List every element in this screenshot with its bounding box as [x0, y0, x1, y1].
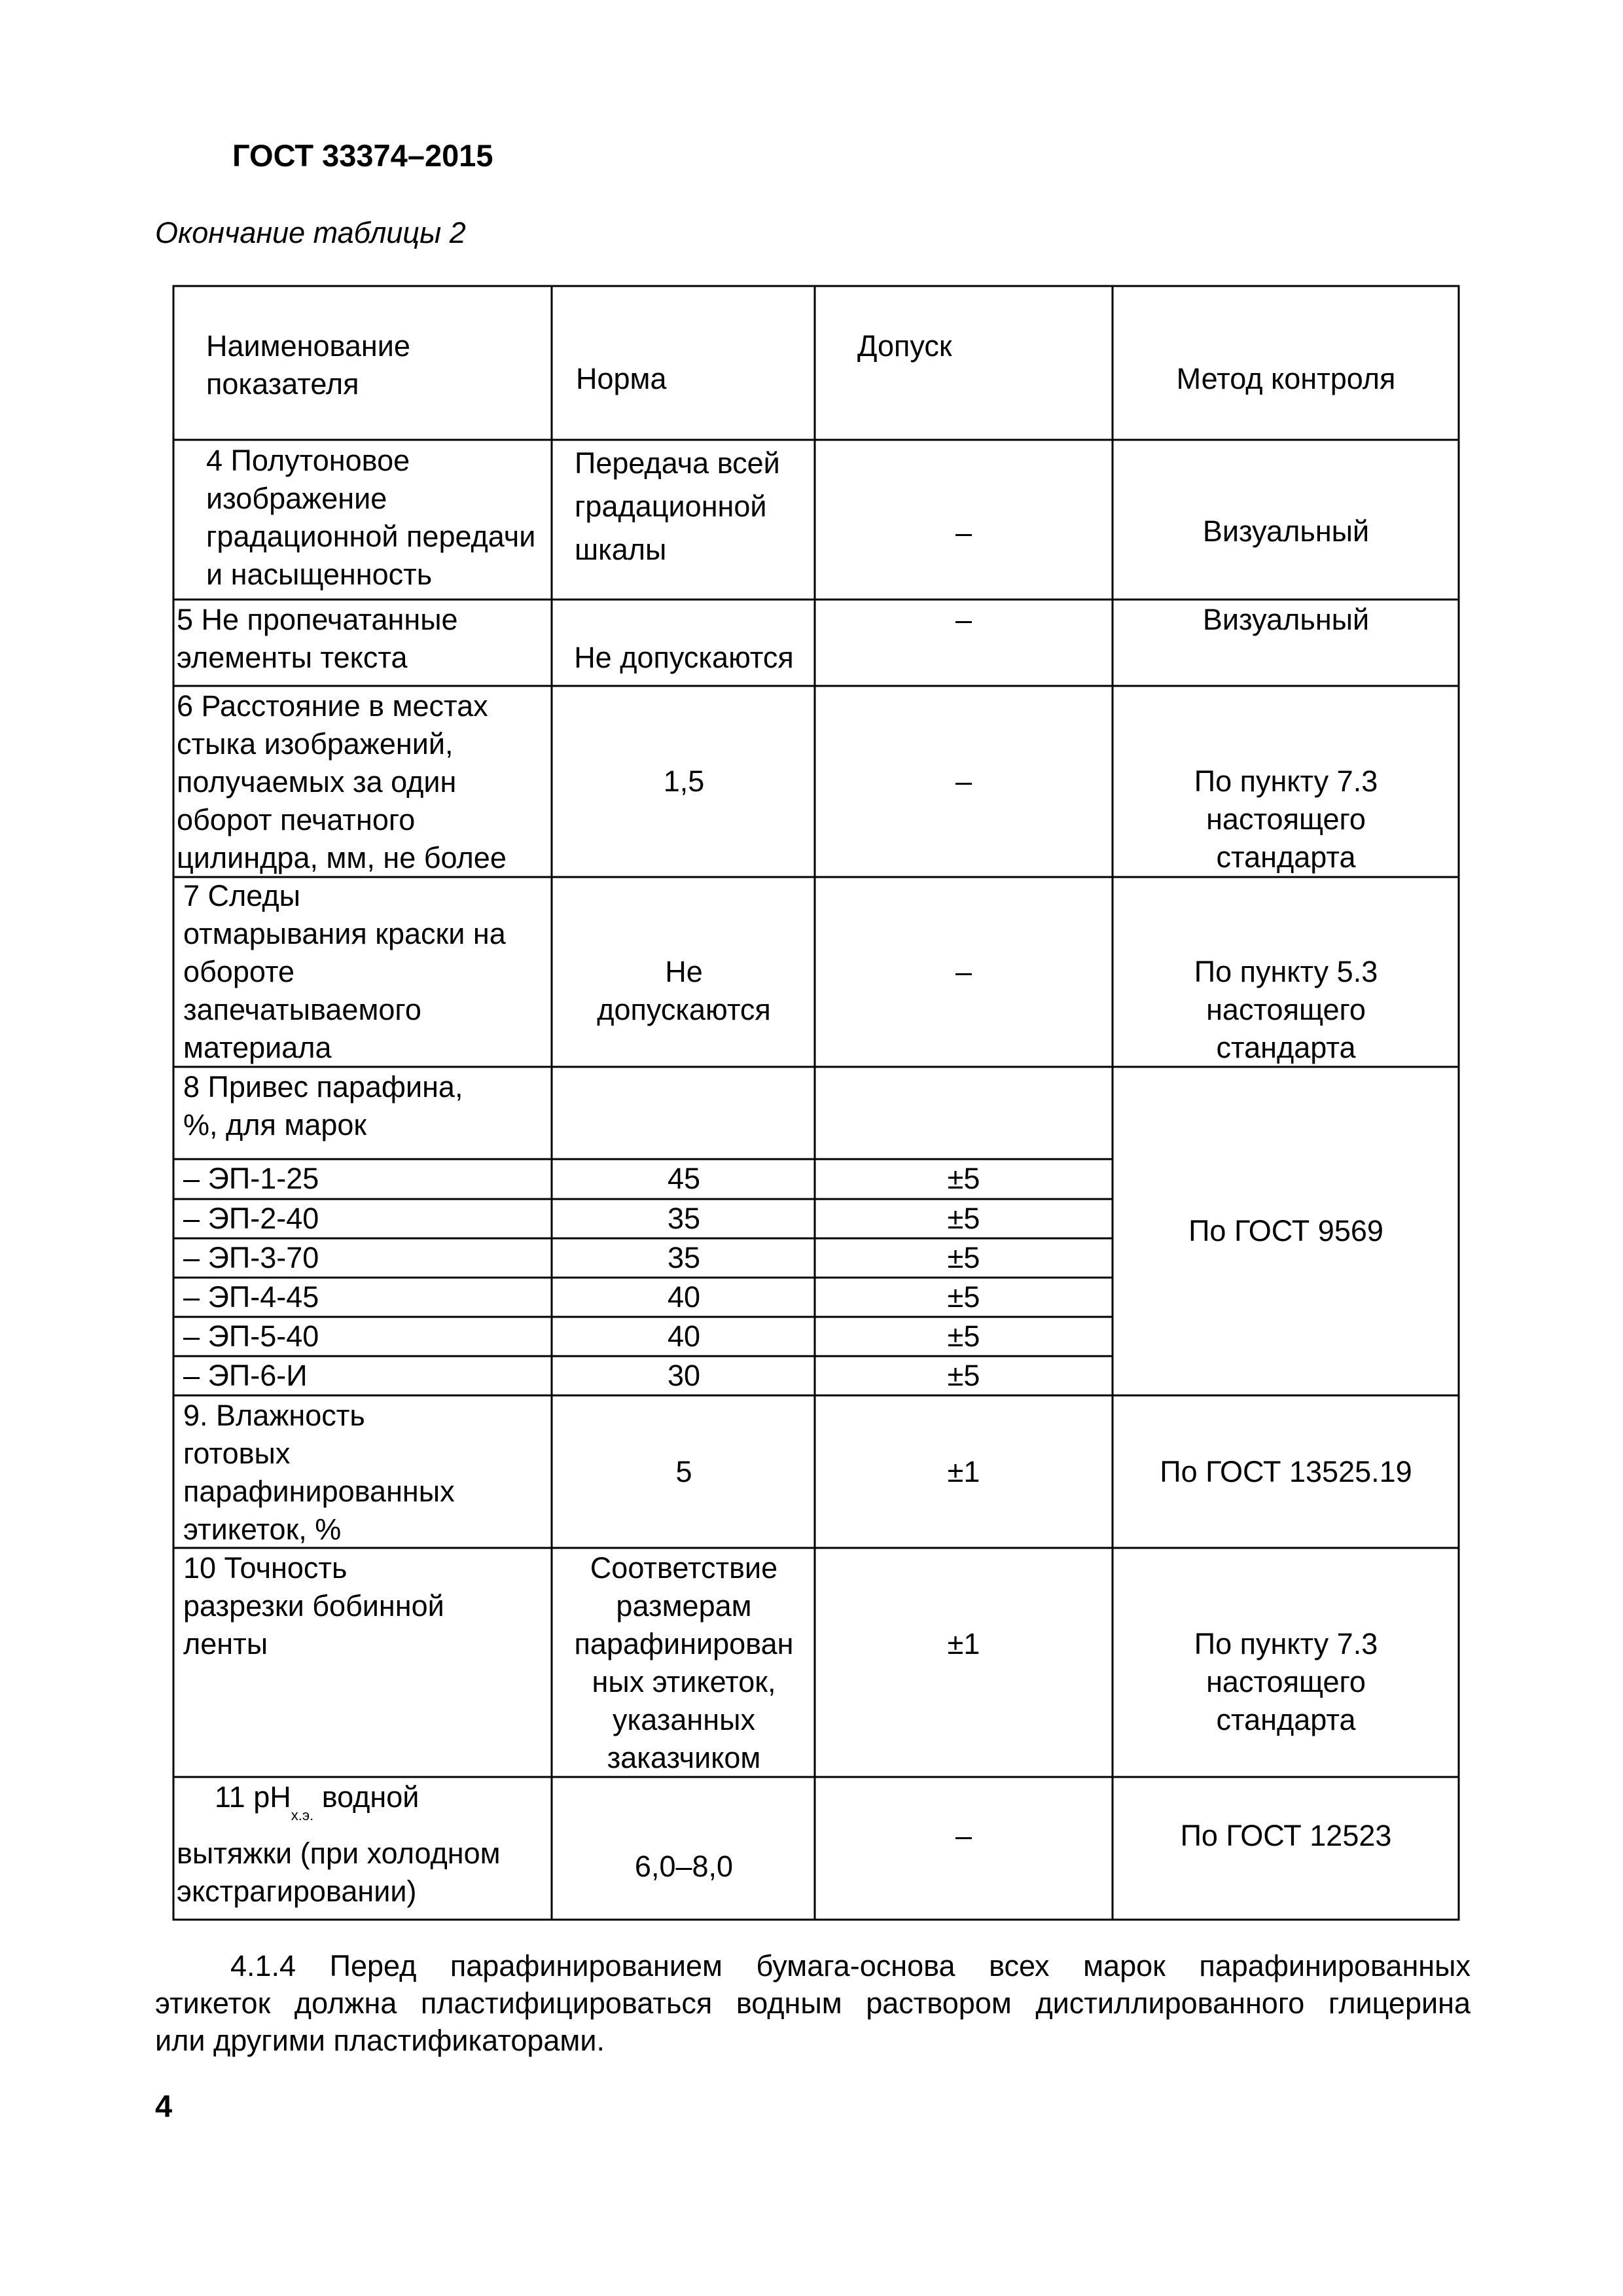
paragraph-line: 4.1.4 Перед парафинированием бумага-основа всех марок парафинированных: [230, 1949, 1471, 1982]
grade-tolerance: ±5: [947, 1319, 980, 1353]
row-7-tolerance: –: [955, 955, 972, 988]
row-11-method: По ГОСТ 12523: [1180, 1819, 1392, 1852]
row-11-name-line1: [177, 1778, 553, 1835]
row-11-name-rest: вытяжки (при холодном экстрагировании): [177, 1837, 501, 1908]
row-6-name: 6 Расстояние в местах стыка изображений, получаемых за один оборот печатного цилиндра, мм, не более: [177, 689, 507, 874]
row-5-norm: Не допускаются: [574, 641, 794, 674]
grade-label: – ЭП-6-И: [183, 1359, 308, 1392]
row-6-tolerance: –: [955, 764, 972, 798]
grade-label: – ЭП-5-40: [183, 1319, 319, 1353]
row-10-tolerance: ±1: [947, 1627, 980, 1660]
header-name: Наименование показателя: [206, 329, 410, 401]
header-norm: Норма: [576, 362, 667, 395]
grade-norm: 40: [667, 1280, 701, 1314]
grade-norm: 30: [667, 1359, 701, 1392]
row-10-norm: Соответствие размерам парафинирован ных этикеток, указанных заказчиком: [574, 1551, 794, 1774]
paragraph-line: или другими пластификаторами.: [155, 2024, 605, 2057]
grade-tolerance: ±5: [947, 1359, 980, 1392]
grade-label: – ЭП-1-25: [183, 1162, 319, 1195]
paragraph-4-1-4: [155, 1947, 1471, 2059]
row-11-name: [177, 1778, 553, 1910]
row-9-method: По ГОСТ 13525.19: [1160, 1455, 1412, 1488]
row-10-name: 10 Точность разрезки бобинной ленты: [183, 1551, 444, 1660]
page-number: 4: [155, 2089, 173, 2123]
row-4-norm: Передача всей градационной шкалы: [575, 446, 780, 566]
row-7-name: 7 Следы отмарывания краски на обороте запечатываемого материала: [183, 879, 506, 1064]
grade-label: – ЭП-3-70: [183, 1241, 319, 1274]
row-4-name-text: 4 Полутоновое изображение градационной передачи и насыщенность: [206, 444, 536, 591]
row-10-method: По пункту 7.3 настоящего стандарта: [1194, 1627, 1378, 1736]
grade-tolerance: ±5: [947, 1280, 980, 1314]
paragraph-line: этикеток должна пластифицироваться водным раствором дистиллированного глицерина: [155, 1986, 1471, 2020]
grade-norm: 35: [667, 1241, 701, 1274]
grade-norm: 45: [667, 1162, 701, 1195]
row-4-tolerance: –: [955, 516, 972, 549]
row-5-method: Визуальный: [1202, 603, 1370, 636]
row-11-tolerance: –: [955, 1819, 972, 1852]
row-5-name: 5 Не пропечатанные элементы текста: [177, 603, 458, 674]
row-9-name: 9. Влажность готовых парафинированных этикеток, %: [183, 1399, 455, 1546]
grade-tolerance: ±5: [947, 1162, 980, 1195]
grade-tolerance: ±5: [947, 1202, 980, 1235]
row-4-method: Визуальный: [1202, 514, 1370, 548]
row-6-method: По пункту 7.3 настоящего стандарта: [1194, 764, 1378, 874]
table-caption: Окончание таблицы 2: [155, 216, 466, 249]
row-7-norm: Не допускаются: [597, 955, 771, 1026]
header-method: Метод контроля: [1176, 362, 1396, 395]
row-4-name: [177, 442, 553, 594]
grade-norm: 40: [667, 1319, 701, 1353]
standard-id: ГОСТ 33374–2015: [232, 138, 493, 173]
grade-label: – ЭП-2-40: [183, 1202, 319, 1235]
row-9-norm: 5: [675, 1455, 692, 1488]
row-8-name: 8 Привес парафина, %, для марок: [183, 1070, 463, 1141]
row-11-name-suffix: водной: [313, 1780, 419, 1814]
row-8-method: По ГОСТ 9569: [1188, 1214, 1383, 1247]
row-11-norm: 6,0–8,0: [634, 1850, 734, 1883]
grade-tolerance: ±5: [947, 1241, 980, 1274]
grade-norm: 35: [667, 1202, 701, 1235]
grade-label: – ЭП-4-45: [183, 1280, 319, 1314]
ph-subscript: х.э.: [291, 1807, 314, 1823]
header-tolerance: Допуск: [857, 329, 952, 363]
row-6-norm: 1,5: [663, 764, 705, 798]
row-9-tolerance: ±1: [947, 1455, 980, 1488]
row-5-tolerance: –: [955, 603, 972, 636]
ph-text: 11 pH: [215, 1780, 291, 1814]
row-7-method: По пункту 5.3 настоящего стандарта: [1194, 955, 1378, 1064]
